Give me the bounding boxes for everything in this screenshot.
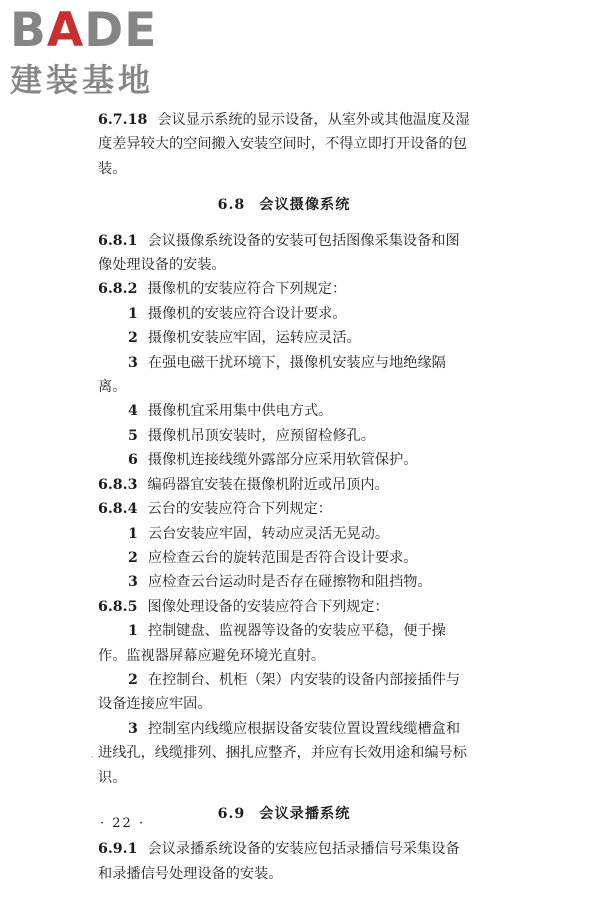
list-item: 2 摄像机安装应牢固，运转应灵活。 — [128, 330, 361, 347]
list-item: 3 控制室内线缆应根据设备安装位置设置线缆槽盒和进线孔，线缆排列、捆扎应整齐，并应有长效用途和编号标识。 — [98, 720, 467, 786]
clause-6-8-3: 6.8.3 编码器宜安装在摄像机附近或吊顶内。 — [98, 476, 389, 493]
clause-6-8-1: 6.8.1 会议摄像系统设备的安装可包括图像采集设备和图像处理设备的安装。 — [98, 232, 460, 274]
list-item: 5 摄像机吊顶安装时，应预留检修孔。 — [128, 427, 375, 444]
clause-6-8-4: 6.8.4 云台的安装应符合下列规定： — [98, 501, 332, 518]
list-item: 1 云台安装应牢固，转动应灵活无晃动。 — [128, 525, 390, 542]
clause-6-9-1: 6.9.1 会议录播系统设备的安装应包括录播信号采集设备和录播信号处理设备的安装。 — [98, 841, 460, 882]
list-item: 1 摄像机的安装应符合设计要求。 — [128, 305, 347, 322]
logo-subtitle: 建装基地 — [10, 61, 155, 99]
page-number: · 22 · — [100, 816, 146, 831]
list-item: 3 在强电磁干扰环境下，摄像机安装应与地绝缘隔离。 — [98, 354, 446, 396]
list-item: 6 摄像机连接线缆外露部分应采用软管保护。 — [128, 452, 418, 469]
section-heading-6-9: 6.9 会议录播系统 — [217, 805, 351, 822]
list-item: 2 在控制台、机柜（架）内安装的设备内部接插件与设备连接应牢固。 — [98, 671, 461, 713]
clause-6-7-18: 6.7.18 会议显示系统的显示设备，从室外或其他温度及湿度差异较大的空间搬入安装空间时，不得立即打开设备的包装。 — [98, 112, 470, 177]
list-item: 2 应检查云台的旋转范围是否符合设计要求。 — [128, 549, 418, 566]
list-item: 3 应检查云台运动时是否存在碰擦物和阻挡物。 — [128, 574, 432, 591]
brand-logo — [10, 3, 175, 102]
list-item: 1 控制键盘、监视器等设备的安装应平稳，便于操作。监视器屏幕应避免环境光直射。 — [98, 623, 446, 664]
section-heading-6-8: 6.8 会议摄像系统 — [217, 197, 351, 214]
clause-6-8-5: 6.8.5 图像处理设备的安装应符合下列规定： — [98, 598, 389, 615]
clause-6-8-2: 6.8.2 摄像机的安装应符合下列规定： — [98, 281, 347, 298]
list-item: 4 摄像机宜采用集中供电方式。 — [128, 403, 333, 420]
document-body — [98, 108, 470, 886]
logo-wordmark: BADE — [10, 3, 158, 58]
scan-speck: ` — [90, 755, 96, 768]
